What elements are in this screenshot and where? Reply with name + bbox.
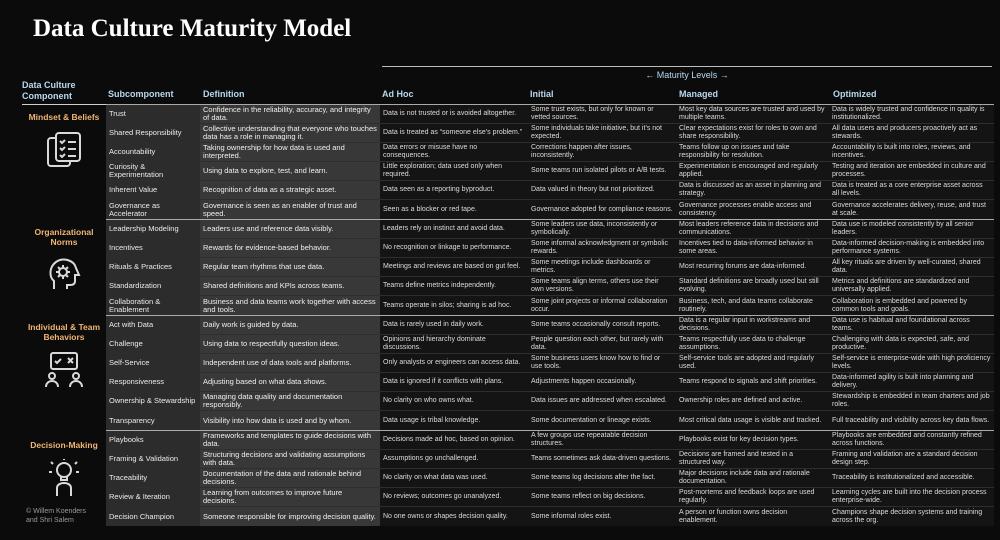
- initial-cell: Teams sometimes ask data-driven questions.: [528, 450, 676, 468]
- managed-cell: Post-mortems and feedback loops are used regularly.: [676, 488, 829, 506]
- maturity-levels-bar: [382, 66, 992, 80]
- table-row: [106, 468, 994, 487]
- subcomponent-cell: Accountability: [106, 143, 200, 161]
- managed-cell: Teams follow up on issues and take responsibility for resolution.: [676, 143, 829, 161]
- adhoc-cell: Teams operate in silos; sharing is ad hoc.: [380, 296, 528, 315]
- header-initial: Initial: [530, 89, 554, 99]
- subcomponent-cell: Decision Champion: [106, 507, 200, 526]
- managed-cell: Teams respectfully use data to challenge assumptions.: [676, 335, 829, 353]
- definition-cell: Visibility into how data is used and by whom.: [200, 411, 380, 430]
- optimized-cell: Traceability is institutionalized and accessible.: [829, 469, 994, 487]
- initial-cell: Data issues are addressed when escalated.: [528, 392, 676, 410]
- table-row: [106, 199, 994, 219]
- optimized-cell: All key rituals are driven by well-curated, shared data.: [829, 258, 994, 276]
- adhoc-cell: Assumptions go unchallenged.: [380, 450, 528, 468]
- initial-cell: Some individuals take initiative, but it’s not expected.: [528, 124, 676, 142]
- initial-cell: Some teams occasionally consult reports.: [528, 316, 676, 334]
- initial-cell: Some documentation or lineage exists.: [528, 411, 676, 430]
- definition-cell: Governance is seen as an enabler of trust and speed.: [200, 200, 380, 219]
- optimized-cell: Accountability is built into roles, reviews, and incentives.: [829, 143, 994, 161]
- maturity-levels-label: ← Maturity Levels →: [645, 70, 729, 80]
- adhoc-cell: No recognition or linkage to performance.: [380, 239, 528, 257]
- managed-cell: Most critical data usage is visible and tracked.: [676, 411, 829, 430]
- adhoc-cell: Teams define metrics independently.: [380, 277, 528, 295]
- page-title: Data Culture Maturity Model: [33, 15, 352, 42]
- managed-cell: Experimentation is encouraged and regularly applied.: [676, 162, 829, 180]
- initial-cell: Some teams reflect on big decisions.: [528, 488, 676, 506]
- table-row: [106, 449, 994, 468]
- header-component: Data Culture Component: [22, 80, 76, 101]
- table-row: [106, 506, 994, 526]
- table-row: [106, 353, 994, 372]
- initial-cell: Adjustments happen occasionally.: [528, 373, 676, 391]
- managed-cell: Teams respond to signals and shift priorities.: [676, 373, 829, 391]
- definition-cell: Taking ownership for how data is used and interpreted.: [200, 143, 380, 161]
- definition-cell: Recognition of data as a strategic asset.: [200, 181, 380, 199]
- table-row: [106, 104, 994, 123]
- initial-cell: Some trust exists, but only for known or vetted sources.: [528, 105, 676, 123]
- optimized-cell: Data use is modeled consistently by all senior leaders.: [829, 220, 994, 238]
- adhoc-cell: Seen as a blocker or red tape.: [380, 200, 528, 219]
- initial-cell: Some joint projects or informal collaboration occur.: [528, 296, 676, 315]
- initial-cell: Some informal roles exist.: [528, 507, 676, 526]
- optimized-cell: Champions shape decision systems and training across the org.: [829, 507, 994, 526]
- definition-cell: Independent use of data tools and platforms.: [200, 354, 380, 372]
- managed-cell: Self-service tools are adopted and regularly used.: [676, 354, 829, 372]
- subcomponent-cell: Ownership & Stewardship: [106, 392, 200, 410]
- subcomponent-cell: Framing & Validation: [106, 450, 200, 468]
- subcomponent-cell: Rituals & Practices: [106, 258, 200, 276]
- definition-cell: Regular team rhythms that use data.: [200, 258, 380, 276]
- initial-cell: Some business users know how to find or use tools.: [528, 354, 676, 372]
- definition-cell: Managing data quality and documentation responsibly.: [200, 392, 380, 410]
- table-row: [106, 334, 994, 353]
- subcomponent-cell: Responsiveness: [106, 373, 200, 391]
- optimized-cell: Playbooks are embedded and constantly refined across functions.: [829, 431, 994, 449]
- table-row: [106, 161, 994, 180]
- managed-cell: Most recurring forums are data-informed.: [676, 258, 829, 276]
- managed-cell: Decisions are framed and tested in a structured way.: [676, 450, 829, 468]
- table-row: [106, 219, 994, 238]
- component-label: Mindset & Beliefs: [28, 112, 100, 122]
- optimized-cell: Governance accelerates delivery, reuse, and trust at scale.: [829, 200, 994, 219]
- adhoc-cell: Data is treated as “someone else’s problem.”: [380, 124, 528, 142]
- table-row: [106, 430, 994, 449]
- definition-cell: Someone responsible for improving decision quality.: [200, 507, 380, 526]
- optimized-cell: Metrics and definitions are standardized and universally applied.: [829, 277, 994, 295]
- optimized-cell: Challenging with data is expected, safe, and productive.: [829, 335, 994, 353]
- definition-cell: Collective understanding that everyone who touches data has a role in managing it.: [200, 124, 380, 142]
- initial-cell: Some teams run isolated pilots or A/B tests.: [528, 162, 676, 180]
- component-label: Individual & Team Behaviors: [27, 322, 101, 342]
- credit: [26, 507, 86, 525]
- adhoc-cell: No reviews; outcomes go unanalyzed.: [380, 488, 528, 506]
- optimized-cell: Data-informed agility is built into planning and delivery.: [829, 373, 994, 391]
- managed-cell: Business, tech, and data teams collaborate routinely.: [676, 296, 829, 315]
- managed-cell: Clear expectations exist for roles to own and share responsibility.: [676, 124, 829, 142]
- definition-cell: Leaders use and reference data visibly.: [200, 220, 380, 238]
- optimized-cell: Data use is habitual and foundational across teams.: [829, 316, 994, 334]
- subcomponent-cell: Traceability: [106, 469, 200, 487]
- table-row: [106, 315, 994, 334]
- subcomponent-cell: Review & Iteration: [106, 488, 200, 506]
- subcomponent-cell: Trust: [106, 105, 200, 123]
- component-individual-team-behaviors: [22, 322, 106, 390]
- adhoc-cell: Data is ignored if it conflicts with plans.: [380, 373, 528, 391]
- component-organizational-norms: [22, 227, 106, 295]
- optimized-cell: Stewardship is embedded in team charters and job roles.: [829, 392, 994, 410]
- optimized-cell: All data users and producers proactively act as stewards.: [829, 124, 994, 142]
- initial-cell: Data valued in theory but not prioritized.: [528, 181, 676, 199]
- subcomponent-cell: Challenge: [106, 335, 200, 353]
- header-definition: Definition: [203, 89, 245, 99]
- adhoc-cell: Decisions made ad hoc, based on opinion.: [380, 431, 528, 449]
- credit-line: and Shri Salem: [26, 517, 74, 524]
- subcomponent-cell: Governance as Accelerator: [106, 200, 200, 219]
- checklist-icon: [45, 130, 83, 170]
- table-row: [106, 372, 994, 391]
- definition-cell: Rewards for evidence-based behavior.: [200, 239, 380, 257]
- table-row: [106, 276, 994, 295]
- subcomponent-cell: Incentives: [106, 239, 200, 257]
- managed-cell: Ownership roles are defined and active.: [676, 392, 829, 410]
- managed-cell: Most leaders reference data in decisions and communications.: [676, 220, 829, 238]
- adhoc-cell: Data is not trusted or is avoided altogether.: [380, 105, 528, 123]
- component-label: Organizational Norms: [34, 227, 94, 247]
- optimized-cell: Testing and iteration are embedded in culture and processes.: [829, 162, 994, 180]
- initial-cell: Some meetings include dashboards or metrics.: [528, 258, 676, 276]
- subcomponent-cell: Curiosity & Experimentation: [106, 162, 200, 180]
- initial-cell: A few groups use repeatable decision structures.: [528, 431, 676, 449]
- initial-cell: Corrections happen after issues, inconsistently.: [528, 143, 676, 161]
- adhoc-cell: No clarity on who owns what.: [380, 392, 528, 410]
- lightbulb-person-icon: [44, 458, 84, 498]
- definition-cell: Documentation of the data and rationale behind decisions.: [200, 469, 380, 487]
- managed-cell: Data is discussed as an asset in planning and strategy.: [676, 181, 829, 199]
- managed-cell: A person or function owns decision enablement.: [676, 507, 829, 526]
- adhoc-cell: Data is rarely used in daily work.: [380, 316, 528, 334]
- adhoc-cell: No one owns or shapes decision quality.: [380, 507, 528, 526]
- component-decision-making: [22, 440, 106, 498]
- definition-cell: Daily work is guided by data.: [200, 316, 380, 334]
- adhoc-cell: No clarity on what data was used.: [380, 469, 528, 487]
- optimized-cell: Collaboration is embedded and powered by common tools and goals.: [829, 296, 994, 315]
- component-mindset-beliefs: [22, 112, 106, 170]
- optimized-cell: Data-informed decision-making is embedded into performance systems.: [829, 239, 994, 257]
- component-label: Decision-Making: [30, 440, 98, 450]
- table-row: [106, 257, 994, 276]
- header-managed: Managed: [679, 89, 719, 99]
- adhoc-cell: Leaders rely on instinct and avoid data.: [380, 220, 528, 238]
- subcomponent-cell: Inherent Value: [106, 181, 200, 199]
- table-row: [106, 410, 994, 430]
- managed-cell: Governance processes enable access and consistency.: [676, 200, 829, 219]
- subcomponent-cell: Leadership Modeling: [106, 220, 200, 238]
- managed-cell: Most key data sources are trusted and used by multiple teams.: [676, 105, 829, 123]
- adhoc-cell: Data errors or misuse have no consequences.: [380, 143, 528, 161]
- managed-cell: Standard definitions are broadly used but still evolving.: [676, 277, 829, 295]
- initial-cell: Governance adopted for compliance reasons.: [528, 200, 676, 219]
- managed-cell: Data is a regular input in workstreams and decisions.: [676, 316, 829, 334]
- optimized-cell: Learning cycles are built into the decision process enterprise-wide.: [829, 488, 994, 506]
- table-row: [106, 142, 994, 161]
- definition-cell: Confidence in the reliability, accuracy, and integrity of data.: [200, 105, 380, 123]
- table-row: [106, 487, 994, 506]
- initial-cell: People question each other, but rarely with data.: [528, 335, 676, 353]
- initial-cell: Some leaders use data, inconsistently or symbolically.: [528, 220, 676, 238]
- table-row: [106, 123, 994, 142]
- subcomponent-cell: Transparency: [106, 411, 200, 430]
- definition-cell: Using data to respectfully question ideas.: [200, 335, 380, 353]
- adhoc-cell: Only analysts or engineers can access data.: [380, 354, 528, 372]
- credit-line: © Willem Koenders: [26, 508, 87, 515]
- adhoc-cell: Data usage is tribal knowledge.: [380, 411, 528, 430]
- subcomponent-cell: Act with Data: [106, 316, 200, 334]
- definition-cell: Learning from outcomes to improve future decisions.: [200, 488, 380, 506]
- definition-cell: Using data to explore, test, and learn.: [200, 162, 380, 180]
- adhoc-cell: Little exploration; data used only when required.: [380, 162, 528, 180]
- adhoc-cell: Data seen as a reporting byproduct.: [380, 181, 528, 199]
- managed-cell: Incentives tied to data-informed behavior in some areas.: [676, 239, 829, 257]
- subcomponent-cell: Standardization: [106, 277, 200, 295]
- optimized-cell: Data is treated as a core enterprise asset across all levels.: [829, 181, 994, 199]
- subcomponent-cell: Collaboration & Enablement: [106, 296, 200, 315]
- brain-gear-icon: [44, 255, 84, 295]
- optimized-cell: Framing and validation are a standard decision design step.: [829, 450, 994, 468]
- managed-cell: Playbooks exist for key decision types.: [676, 431, 829, 449]
- definition-cell: Structuring decisions and validating assumptions with data.: [200, 450, 380, 468]
- initial-cell: Some teams align terms, others use their own versions.: [528, 277, 676, 295]
- table-row: [106, 238, 994, 257]
- definition-cell: Frameworks and templates to guide decisions with data.: [200, 431, 380, 449]
- optimized-cell: Data is widely trusted and confidence in quality is institutionalized.: [829, 105, 994, 123]
- subcomponent-cell: Shared Responsibility: [106, 124, 200, 142]
- adhoc-cell: Opinions and hierarchy dominate discussions.: [380, 335, 528, 353]
- optimized-cell: Full traceability and visibility across key data flows.: [829, 411, 994, 430]
- optimized-cell: Self-service is enterprise-wide with high proficiency levels.: [829, 354, 994, 372]
- managed-cell: Major decisions include data and rationale documentation.: [676, 469, 829, 487]
- definition-cell: Shared definitions and KPIs across teams.: [200, 277, 380, 295]
- table-row: [106, 391, 994, 410]
- adhoc-cell: Meetings and reviews are based on gut feel.: [380, 258, 528, 276]
- initial-cell: Some teams log decisions after the fact.: [528, 469, 676, 487]
- team-decision-icon: [43, 350, 85, 390]
- header-adhoc: Ad Hoc: [382, 89, 414, 99]
- header-optimized: Optimized: [833, 89, 877, 99]
- table-row: [106, 180, 994, 199]
- definition-cell: Business and data teams work together with access and tools.: [200, 296, 380, 315]
- subcomponent-cell: Self-Service: [106, 354, 200, 372]
- initial-cell: Some informal acknowledgment or symbolic rewards.: [528, 239, 676, 257]
- subcomponent-cell: Playbooks: [106, 431, 200, 449]
- definition-cell: Adjusting based on what data shows.: [200, 373, 380, 391]
- table-row: [106, 295, 994, 315]
- header-subcomponent: Subcomponent: [108, 89, 174, 99]
